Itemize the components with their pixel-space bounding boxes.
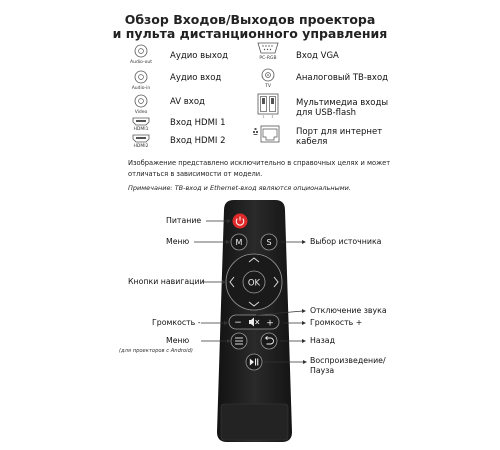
port-label-audio-in: Аудио вход [170,73,222,83]
remote-bottom-panel [221,404,288,440]
source-s-button[interactable] [261,234,277,250]
page-title: Обзор Входов/Выходов проектора и пульта дистанционного управления [112,12,388,41]
port-label-hdmi2: Вход HDMI 2 [170,136,226,146]
port-caption: HDMI2 [133,144,149,149]
volume-plus: + [266,318,274,329]
label-vol-up: Громкость + [310,318,363,327]
svg-text:S: S [266,238,272,247]
port-label-ethernet: Порт для интернет кабеля [296,127,383,147]
volume-minus: − [234,318,242,328]
ethernet-port-icon [252,125,280,143]
hdmi-port-icon [132,117,150,126]
back-button[interactable] [261,333,277,349]
port-caption: HDMI1 [133,127,149,132]
remote-control [0,195,500,450]
label-menu-android: Меню [166,336,190,345]
android-menu-button[interactable] [231,333,247,349]
audio-jack-icon [134,44,148,58]
port-caption: Video [134,110,148,115]
label-source: Выбор источника [310,237,382,246]
svg-text:2: 2 [271,114,274,118]
svg-text:M: M [235,238,243,247]
label-power: Питание [166,216,202,225]
video-jack-icon [134,94,148,108]
port-label-vga: Вход VGA [296,51,339,61]
footnote: Примечание: ТВ-вход и Ethernet-вход являются опциональными. [128,184,351,192]
port-caption: Audio-in [131,86,151,91]
vga-port-icon [257,42,279,54]
port-label-audio-out: Аудио выход [170,51,228,61]
hdmi-port-icon [132,134,150,143]
play-pause-button[interactable] [246,354,262,370]
label-play-pause: Воспроизведение/ Пауза [310,356,386,375]
svg-text:OK: OK [247,278,261,289]
label-back: Назад [310,336,335,345]
tv-jack-icon [261,68,275,82]
power-button[interactable] [233,214,248,229]
port-caption: PC-RGB [259,56,277,61]
label-vol-down: Громкость - [152,318,201,327]
port-label-hdmi1: Вход HDMI 1 [170,118,226,128]
port-label-usb: Мультимедиа входы для USB-flash [296,98,389,118]
ok-button[interactable] [243,271,265,293]
label-nav: Кнопки навигации [128,277,205,286]
port-label-av: AV вход [170,97,205,107]
port-caption: Audio-out [130,60,152,65]
svg-text:1: 1 [262,114,265,118]
disclaimer: Изображение представлено исключительно в справочных целях и может отличаться в зависимости от модели. [128,159,391,178]
usb-ports-icon [257,93,279,118]
label-mute: Отключение звука [310,306,387,315]
label-menu: Меню [166,237,190,246]
label-menu-android-sub: (для проекторов с Android) [119,348,193,354]
port-caption: TV [265,84,271,89]
menu-m-button[interactable] [231,234,247,250]
port-label-tv: Аналоговый ТВ-вход [296,73,389,83]
audio-jack-icon [134,70,148,84]
